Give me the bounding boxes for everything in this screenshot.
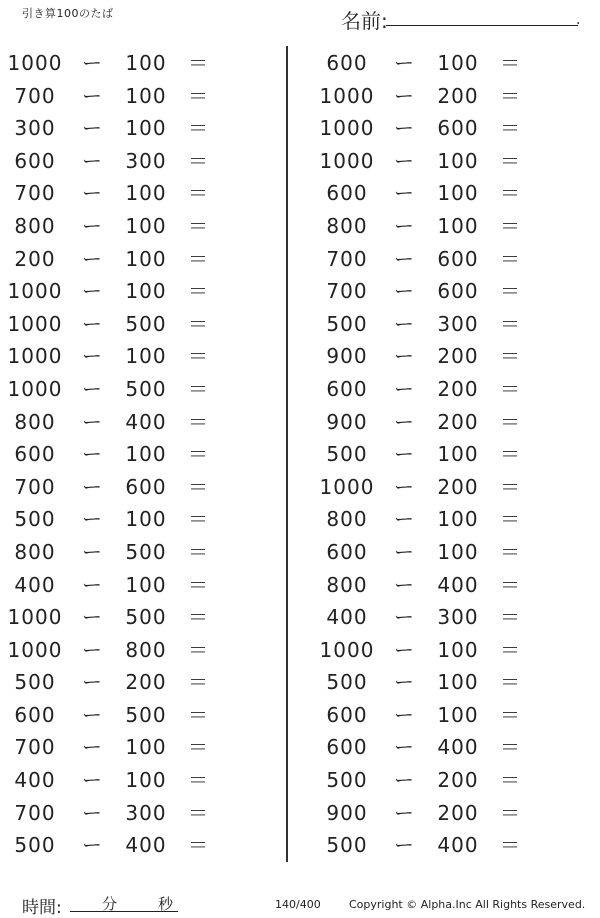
subtrahend: 100 [125,181,167,206]
subtrahend: 200 [437,376,479,401]
problem-row [312,699,592,732]
subtrahend: 300 [125,148,167,173]
problem-row [312,243,592,276]
minuend: 600 [14,442,56,467]
equals-sign: ＝ [500,735,520,760]
equals-sign: ＝ [188,507,208,532]
name-dot: . [576,12,581,28]
problem-row [0,536,280,569]
minuend: 300 [14,116,56,141]
minuend: 600 [326,702,368,727]
equals-sign: ＝ [188,181,208,206]
equals-sign: ＝ [188,702,208,727]
minus-sign: ー [394,572,414,597]
equals-sign: ＝ [500,539,520,564]
minus-sign: ー [394,539,414,564]
problem-row [0,797,280,830]
problem-row [312,731,592,764]
minus-sign: ー [82,670,102,695]
minus-sign: ー [82,246,102,271]
minuend: 800 [14,539,56,564]
subtrahend: 100 [125,507,167,532]
minus-sign: ー [82,637,102,662]
subtrahend: 500 [125,376,167,401]
copyright: Copyright © Alpha.Inc All Rights Reserved. [349,898,586,911]
equals-sign: ＝ [500,507,520,532]
minus-sign: ー [394,279,414,304]
equals-sign: ＝ [188,572,208,597]
minuend: 800 [326,572,368,597]
subtrahend: 500 [125,702,167,727]
minus-sign: ー [82,148,102,173]
problem-row [312,340,592,373]
problem-row [0,634,280,667]
minus-sign: ー [394,442,414,467]
equals-sign: ＝ [500,376,520,401]
equals-sign: ＝ [188,670,208,695]
equals-sign: ＝ [188,474,208,499]
problem-row [0,47,280,80]
problem-row [312,536,592,569]
minuend: 500 [14,507,56,532]
subtrahend: 600 [437,116,479,141]
problem-row [312,797,592,830]
equals-sign: ＝ [500,572,520,597]
name-label: 名前: [341,9,388,33]
problem-row [0,829,280,862]
equals-sign: ＝ [188,539,208,564]
seconds-label: 秒 [158,895,174,913]
problem-row [0,406,280,439]
minus-sign: ー [82,572,102,597]
minus-sign: ー [82,51,102,75]
minuend: 700 [14,83,56,108]
minus-sign: ー [82,702,102,727]
problem-row [0,438,280,471]
minuend: 500 [326,670,368,695]
subtrahend: 100 [125,83,167,108]
minuend: 700 [14,735,56,760]
right-problem-column [312,47,592,862]
minus-sign: ー [82,116,102,141]
subtrahend: 100 [125,442,167,467]
minus-sign: ー [82,474,102,499]
problem-row [312,634,592,667]
minuend: 900 [326,800,368,825]
equals-sign: ＝ [188,442,208,467]
minuend: 1000 [319,116,375,141]
minus-sign: ー [82,735,102,760]
minuend: 900 [326,344,368,369]
problem-row [0,731,280,764]
subtrahend: 200 [437,768,479,793]
problem-row [0,80,280,113]
subtrahend: 100 [437,539,479,564]
minus-sign: ー [82,409,102,434]
subtrahend: 400 [125,409,167,434]
equals-sign: ＝ [188,768,208,793]
minus-sign: ー [394,376,414,401]
minus-sign: ー [394,768,414,793]
subtrahend: 600 [437,279,479,304]
minus-sign: ー [394,246,414,271]
subtrahend: 100 [437,702,479,727]
equals-sign: ＝ [188,279,208,304]
equals-sign: ＝ [500,279,520,304]
equals-sign: ＝ [188,735,208,760]
minus-sign: ー [82,311,102,336]
equals-sign: ＝ [500,474,520,499]
minus-sign: ー [82,507,102,532]
subtrahend: 200 [437,800,479,825]
equals-sign: ＝ [500,83,520,108]
minuend: 1000 [319,83,375,108]
minuend: 1000 [7,279,63,304]
minuend: 1000 [7,637,63,662]
minutes-label: 分 [102,895,118,913]
subtrahend: 300 [437,605,479,630]
problem-row [0,145,280,178]
minus-sign: ー [82,768,102,793]
equals-sign: ＝ [500,181,520,206]
minus-sign: ー [394,605,414,630]
subtrahend: 200 [437,474,479,499]
problem-row [0,601,280,634]
subtrahend: 100 [437,51,479,75]
minuend: 1000 [319,474,375,499]
problem-row [312,406,592,439]
problem-row [312,569,592,602]
problem-row [312,112,592,145]
minus-sign: ー [394,51,414,75]
minus-sign: ー [82,83,102,108]
minus-sign: ー [82,376,102,401]
footer [0,885,600,917]
column-divider [286,46,288,862]
problem-row [0,699,280,732]
equals-sign: ＝ [188,409,208,434]
problem-row [312,666,592,699]
minus-sign: ー [394,735,414,760]
subtrahend: 200 [437,344,479,369]
equals-sign: ＝ [500,670,520,695]
minuend: 800 [326,507,368,532]
equals-sign: ＝ [500,148,520,173]
subtrahend: 300 [437,311,479,336]
minuend: 500 [326,311,368,336]
minuend: 400 [14,572,56,597]
minuend: 600 [326,735,368,760]
subtrahend: 100 [437,670,479,695]
minus-sign: ー [82,279,102,304]
minus-sign: ー [394,116,414,141]
problem-row [0,112,280,145]
problem-row [312,210,592,243]
problem-row [0,210,280,243]
equals-sign: ＝ [500,51,520,75]
equals-sign: ＝ [188,833,208,858]
equals-sign: ＝ [188,246,208,271]
subtrahend: 100 [437,637,479,662]
equals-sign: ＝ [188,637,208,662]
subtrahend: 500 [125,605,167,630]
minuend: 800 [14,213,56,238]
equals-sign: ＝ [500,605,520,630]
minuend: 1000 [7,344,63,369]
subtrahend: 600 [437,246,479,271]
minus-sign: ー [394,637,414,662]
subtrahend: 100 [125,768,167,793]
problem-row [0,503,280,536]
subtrahend: 600 [125,474,167,499]
problem-row [312,275,592,308]
equals-sign: ＝ [500,311,520,336]
equals-sign: ＝ [188,51,208,75]
minuend: 600 [326,376,368,401]
minuend: 1000 [7,605,63,630]
minuend: 700 [326,246,368,271]
minuend: 700 [14,474,56,499]
problem-row [0,243,280,276]
subtrahend: 400 [437,833,479,858]
problem-row [312,373,592,406]
subtrahend: 500 [125,311,167,336]
subtrahend: 100 [125,51,167,75]
minuend: 1000 [7,51,63,75]
minuend: 600 [14,702,56,727]
equals-sign: ＝ [500,800,520,825]
problem-row [0,340,280,373]
problem-row [312,601,592,634]
equals-sign: ＝ [188,116,208,141]
problem-row [0,764,280,797]
subtrahend: 300 [125,800,167,825]
equals-sign: ＝ [188,605,208,630]
equals-sign: ＝ [500,833,520,858]
subtrahend: 100 [125,572,167,597]
minus-sign: ー [394,213,414,238]
problem-row [312,503,592,536]
subtrahend: 200 [437,409,479,434]
subtrahend: 100 [437,148,479,173]
problem-row [0,471,280,504]
subtrahend: 200 [437,83,479,108]
problem-row [312,145,592,178]
worksheet-title: 引き算100のたば [22,7,114,20]
problem-row [312,177,592,210]
minus-sign: ー [394,474,414,499]
equals-sign: ＝ [188,344,208,369]
minus-sign: ー [394,181,414,206]
minus-sign: ー [394,507,414,532]
equals-sign: ＝ [188,83,208,108]
problem-row [0,569,280,602]
minuend: 500 [326,833,368,858]
minuend: 600 [326,539,368,564]
problem-row [0,177,280,210]
minus-sign: ー [394,83,414,108]
problem-row [0,275,280,308]
equals-sign: ＝ [188,148,208,173]
minuend: 400 [326,605,368,630]
minus-sign: ー [82,605,102,630]
page-number: 140/400 [275,898,321,911]
minus-sign: ー [394,670,414,695]
minus-sign: ー [394,148,414,173]
equals-sign: ＝ [188,800,208,825]
equals-sign: ＝ [500,702,520,727]
problem-row [312,829,592,862]
minuend: 600 [14,148,56,173]
minuend: 900 [326,409,368,434]
problem-row [312,764,592,797]
minuend: 700 [14,800,56,825]
equals-sign: ＝ [500,213,520,238]
time-label: 時間: [22,898,62,918]
minuend: 700 [326,279,368,304]
minus-sign: ー [82,800,102,825]
minuend: 500 [14,833,56,858]
subtrahend: 800 [125,637,167,662]
minus-sign: ー [394,311,414,336]
problem-row [0,666,280,699]
equals-sign: ＝ [500,246,520,271]
problem-row [312,47,592,80]
minus-sign: ー [394,702,414,727]
subtrahend: 100 [437,442,479,467]
minuend: 500 [14,670,56,695]
subtrahend: 500 [125,539,167,564]
subtrahend: 100 [437,507,479,532]
equals-sign: ＝ [188,213,208,238]
subtrahend: 100 [125,735,167,760]
minuend: 600 [326,181,368,206]
equals-sign: ＝ [500,442,520,467]
minuend: 800 [14,409,56,434]
left-problem-column [0,47,280,862]
minuend: 800 [326,213,368,238]
minus-sign: ー [82,833,102,858]
subtrahend: 100 [437,181,479,206]
minus-sign: ー [394,833,414,858]
subtrahend: 100 [125,213,167,238]
minuend: 500 [326,768,368,793]
minus-sign: ー [82,181,102,206]
problem-row [0,308,280,341]
subtrahend: 200 [125,670,167,695]
subtrahend: 100 [437,213,479,238]
equals-sign: ＝ [188,311,208,336]
minuend: 600 [326,51,368,75]
minuend: 1000 [7,311,63,336]
minuend: 1000 [319,637,375,662]
minus-sign: ー [394,344,414,369]
subtrahend: 100 [125,279,167,304]
name-underline [386,25,578,26]
minuend: 1000 [7,376,63,401]
minuend: 200 [14,246,56,271]
equals-sign: ＝ [500,768,520,793]
equals-sign: ＝ [500,409,520,434]
subtrahend: 100 [125,116,167,141]
problem-row [0,373,280,406]
subtrahend: 400 [437,572,479,597]
equals-sign: ＝ [188,376,208,401]
minus-sign: ー [82,539,102,564]
minus-sign: ー [394,409,414,434]
equals-sign: ＝ [500,344,520,369]
subtrahend: 100 [125,246,167,271]
problem-row [312,80,592,113]
minus-sign: ー [82,442,102,467]
problem-row [312,438,592,471]
minus-sign: ー [82,213,102,238]
minuend: 700 [14,181,56,206]
minuend: 400 [14,768,56,793]
minuend: 500 [326,442,368,467]
minus-sign: ー [394,800,414,825]
minuend: 1000 [319,148,375,173]
problem-row [312,308,592,341]
problem-row [312,471,592,504]
subtrahend: 100 [125,344,167,369]
equals-sign: ＝ [500,116,520,141]
subtrahend: 400 [125,833,167,858]
subtrahend: 400 [437,735,479,760]
equals-sign: ＝ [500,637,520,662]
minus-sign: ー [82,344,102,369]
